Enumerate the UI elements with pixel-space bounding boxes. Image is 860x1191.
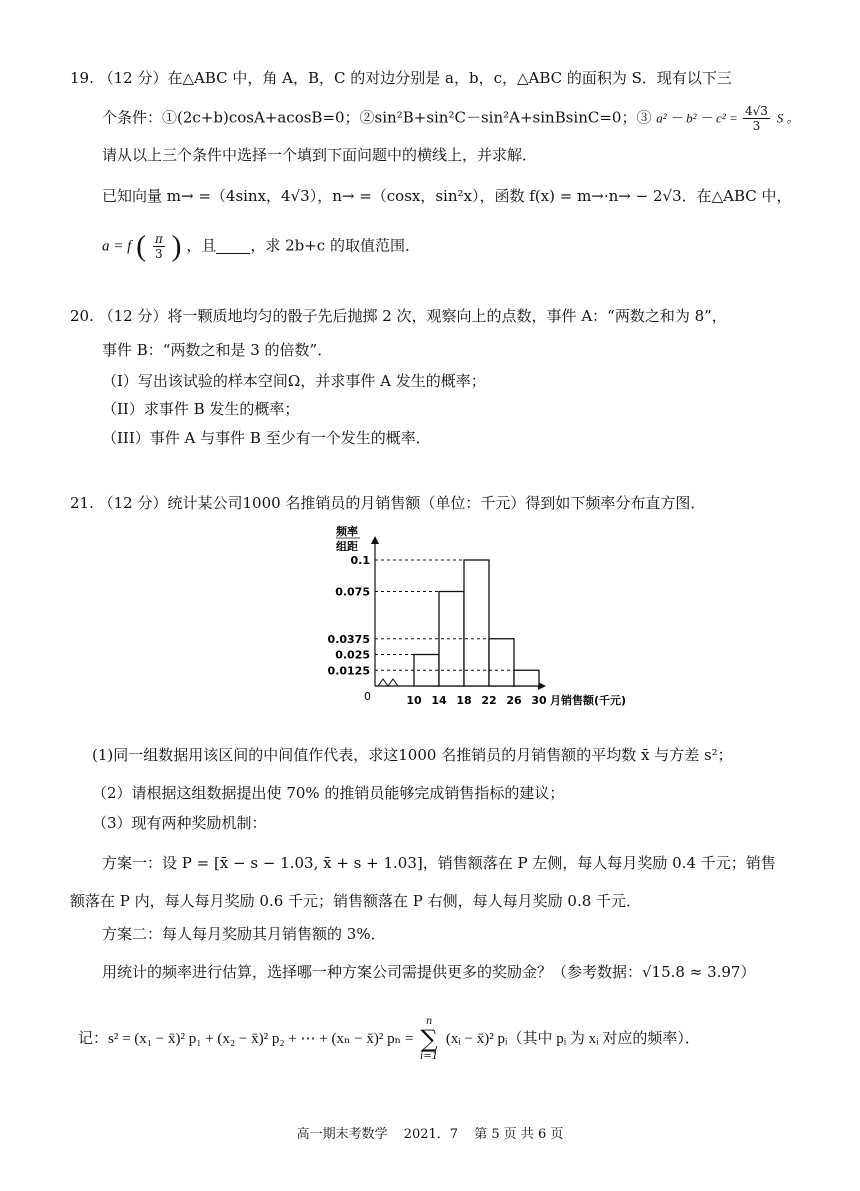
q20-line-1: 20. （12 分）将一颗质地均匀的骰子先后抛掷 2 次，观察向上的点数，事件 A：“两数之和为 8”，	[70, 307, 727, 325]
q21-variance-note	[78, 1016, 700, 1062]
q21-sum-lower: i=1	[420, 1051, 439, 1062]
q21-sub-2: （2）请根据这组数据提出使 70% 的推销员能够完成销售指标的建议；	[92, 784, 565, 802]
q19-eq3-left: a² － b² － c² =	[656, 110, 741, 126]
q19-pi-fraction	[153, 232, 165, 261]
q21-sum-symbol	[420, 1016, 438, 1062]
y-tick-label: 0.025	[335, 648, 370, 662]
q19-eq3-right: S 。	[776, 110, 800, 126]
q21-variance-expansion: 记：s² = (x₁ − x̄)² p₁ + (x₂ − x̄)² p₂ + ⋯ + (xₙ − x̄)² pₙ =	[78, 1031, 418, 1047]
page-footer	[0, 1123, 860, 1142]
q19-a-equals: a = f	[102, 238, 132, 255]
x-axis-label: 月销售额(千元)	[550, 694, 626, 707]
q19-eq3-fraction	[743, 104, 770, 133]
y-axis-label-top: 频率	[336, 525, 358, 538]
q19-pi-denominator: 3	[154, 247, 163, 261]
origin-label: 0	[364, 690, 371, 703]
y-tick-label: 0.075	[335, 585, 370, 599]
x-tick-label: 18	[456, 694, 472, 707]
q21-sigma-glyph: ∑	[420, 1025, 438, 1053]
x-tick-label: 10	[406, 694, 422, 707]
q21-sub-1: (1)同一组数据用该区间的中间值作代表，求这1000 名推销员的月销售额的平均数 x̄ 与方差 s²；	[92, 746, 733, 764]
q21-variance-term: (xᵢ − x̄)² pᵢ（其中 pᵢ 为 xᵢ 对应的频率）．	[445, 1031, 700, 1047]
q19-line-1: 19. （12 分）在△ABC 中，角 A，B，C 的对边分别是 a，b，c，△ABC 的面积为 S．现有以下三	[70, 69, 732, 87]
q20-part-2: （II）求事件 B 发生的概率；	[102, 400, 300, 418]
q20-part-3: （III）事件 A 与事件 B 至少有一个发生的概率．	[102, 429, 431, 447]
q19-ask: ，求 2b+c 的取值范围．	[250, 236, 420, 255]
q21-sum-upper: n	[425, 1016, 433, 1027]
q19-line-2	[102, 104, 799, 133]
q21-line-1: 21. （12 分）统计某公司1000 名推销员的月销售额（单位：千元）得到如下频率分布直方图．	[70, 494, 706, 512]
histogram-bar	[464, 560, 489, 686]
footer-page: 第 5 页 共 6 页	[474, 1127, 564, 1142]
y-axis-arrow	[371, 536, 379, 544]
y-tick-label: 0.1	[350, 554, 370, 567]
x-tick-label: 26	[506, 694, 522, 707]
q19-conditions: 个条件：①(2c+b)cosA+acosB=0；②sin²B+sin²C－sin²A+sinBsinC=0；③	[102, 108, 652, 127]
y-tick-label: 0.0375	[327, 632, 370, 646]
q21-plan-2: 方案二：每人每月奖励其月销售额的 3%．	[102, 925, 386, 943]
q19-line-4: 已知向量 m→ =（4sinx，4√3），n→ =（cosx，sin²x），函数 f(x) = m→·n→ − 2√3．在△ABC 中，	[102, 187, 792, 205]
footer-date: 2021．7	[403, 1127, 459, 1142]
q19-right-paren: )	[171, 229, 182, 263]
q19-eq3-denominator: 3	[752, 119, 761, 133]
x-tick-label: 30	[531, 694, 547, 707]
footer-title: 高一期末考数学	[296, 1127, 388, 1142]
y-tick-label: 0.0125	[327, 664, 370, 678]
x-tick-label: 14	[431, 694, 447, 707]
q21-plan-1a: 方案一：设 P = [x̄ − s − 1.03, x̄ + s + 1.03]，销售额落在 P 左侧，每人每月奖励 0.4 千元；销售	[102, 854, 776, 872]
q20-part-1: （I）写出该试验的样本空间Ω，并求事件 A 发生的概率；	[102, 372, 486, 390]
q19-line-3: 请从以上三个条件中选择一个填到下面问题中的横线上，并求解．	[102, 146, 538, 164]
q19-answer-blank[interactable]	[216, 237, 250, 254]
q21-sub-3: （3）现有两种奖励机制：	[92, 814, 267, 832]
histogram-bar	[489, 639, 514, 686]
q19-and: ，且	[186, 236, 217, 255]
y-axis-label-bottom: 组距	[336, 540, 358, 553]
q19-eq3-numerator: 4√3	[745, 104, 768, 118]
axis-break-mark	[378, 679, 398, 686]
x-tick-label: 22	[481, 694, 497, 707]
q19-left-paren: (	[136, 229, 147, 263]
q21-plan-1b: 额落在 P 内，每人每月奖励 0.6 千元；销售额落在 P 右侧，每人每月奖励 0.8 千元．	[70, 892, 642, 910]
histogram-bar	[514, 670, 539, 686]
q20-line-2: 事件 B：“两数之和是 3 的倍数”．	[102, 341, 333, 359]
q21-question: 用统计的频率进行估算，选择哪一种方案公司需提供更多的奖励金？（参考数据：√15.8 ≈ 3.97）	[102, 963, 756, 981]
q19-pi-numerator: π	[154, 232, 163, 246]
frequency-histogram	[326, 522, 626, 712]
q19-line-5	[102, 229, 420, 263]
